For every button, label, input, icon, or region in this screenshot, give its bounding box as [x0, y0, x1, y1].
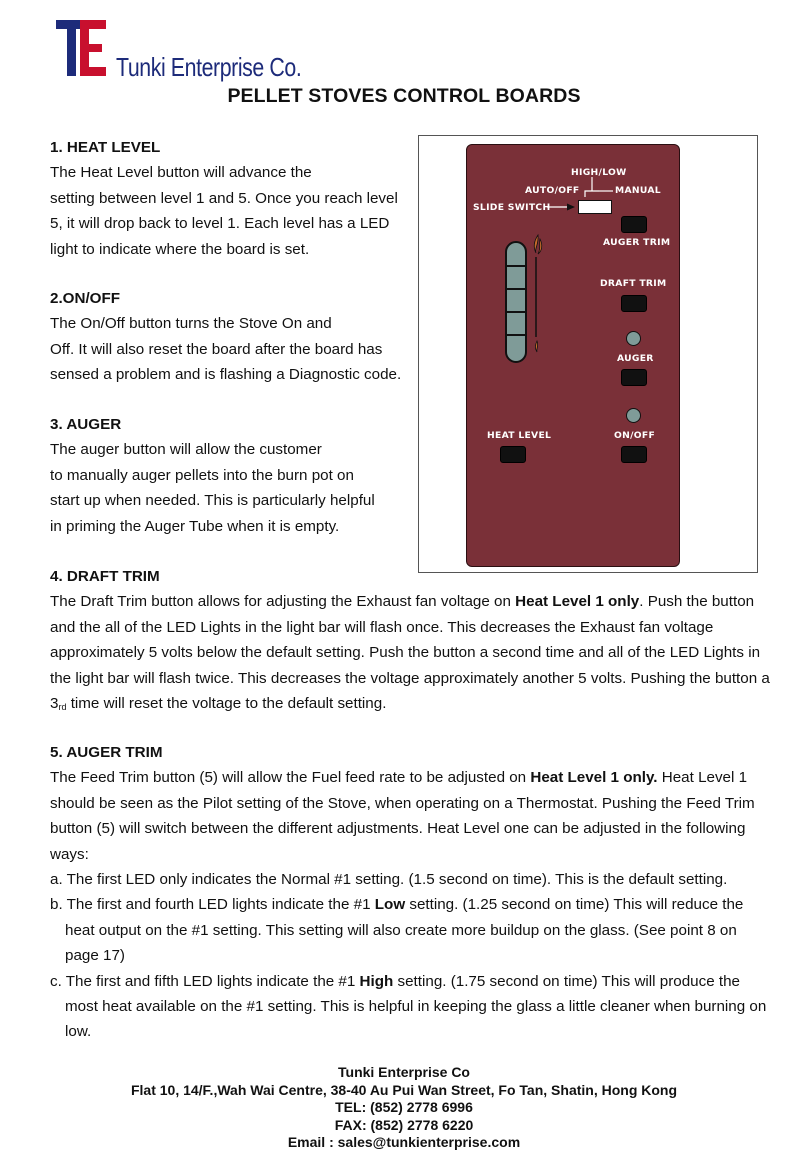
- paragraph: The Draft Trim button allows for adjusting the Exhaust fan voltage on Heat Level 1 only. Push the button and the all of the LED Lights in the light bar will flash once. This decreases the Exhaust fan voltage approximately 5 volts below the default setting. Push the button a second time and all of the LED Lights in the light bar will flash twice. This decreases the voltage approximately another 5 volts. Pushing the button a $3_{rd}$ time will reset the voltage to the default setting.: [50, 593, 770, 713]
- section-heading: 2.ON/OFF: [50, 290, 121, 307]
- text-line: The auger button will allow the customer: [50, 441, 322, 459]
- auger-button[interactable]: [621, 369, 647, 386]
- list-item-b: b. The first and fourth LED lights indicate the #1 Low setting. (1.25 second on time) This will reduce the heat output on the #1 setting. This setting will also create more buildup on the glass. (See point 8 on page 17): [50, 896, 744, 965]
- text-line: 5, it will drop back to level 1. Each level has a LED: [50, 215, 390, 233]
- te-logo-icon: [56, 18, 108, 78]
- label-auger: AUGER: [617, 353, 654, 364]
- section-on-off: [50, 286, 420, 388]
- label-slide-switch: SLIDE SWITCH: [473, 202, 551, 213]
- heat-level-button[interactable]: [500, 446, 526, 463]
- label-on-off: ON/OFF: [614, 430, 656, 441]
- text-line: start up when needed. This is particularly helpful: [50, 492, 375, 510]
- section-auger-trim: [50, 740, 770, 1045]
- on-off-led: [626, 408, 641, 423]
- control-board-figure: [418, 135, 758, 573]
- led-light-bar: [505, 241, 527, 363]
- text-line: Off. It will also reset the board after the board has: [50, 340, 383, 358]
- label-auger-trim: AUGER TRIM: [603, 237, 671, 248]
- footer-address: Flat 10, 14/F.,Wah Wai Centre, 38-40 Au Pui Wan Street, Fo Tan, Shatin, Hong Kong: [130, 1081, 678, 1098]
- label-manual: MANUAL: [615, 185, 661, 196]
- footer-company: Tunki Enterprise Co: [338, 1064, 470, 1080]
- text-line: The Heat Level button will advance the: [50, 164, 312, 182]
- flame-icon: [531, 233, 545, 363]
- company-logo: [56, 18, 302, 82]
- section-auger: [50, 412, 420, 539]
- list-item-a: a. The first LED only indicates the Normal #1 setting. (1.5 second on time). This is the default setting.: [50, 871, 728, 889]
- auger-trim-button[interactable]: [621, 216, 647, 233]
- list-item-c: c. The first and fifth LED lights indicate the #1 High setting. (1.75 second on time) This will produce the most heat available on the #1 setting. This is helpful in keeping the glass a little cleaner when burning on low.: [50, 972, 767, 1041]
- text-line: light to indicate where the board is set.: [50, 240, 310, 258]
- section-heading: 4. DRAFT TRIM: [50, 568, 160, 585]
- paragraph: The Feed Trim button (5) will allow the Fuel feed rate to be adjusted on Heat Level 1 only. Heat Level 1 should be seen as the Pilot setting of the Stove, when operating on a Thermostat. Pushing the Feed Trim button (5) will switch between the different adjustments. Heat Level one can be adjusted in the following ways:: [50, 769, 755, 863]
- section-heading: 1. HEAT LEVEL: [50, 139, 161, 156]
- section-heat-level: [50, 135, 420, 262]
- label-heat-level: HEAT LEVEL: [487, 430, 552, 441]
- draft-trim-button[interactable]: [621, 295, 647, 312]
- text-line: The On/Off button turns the Stove On and: [50, 315, 332, 333]
- text-line: sensed a problem and is flashing a Diagnostic code.: [50, 366, 402, 384]
- footer-fax: FAX: (852) 2778 6220: [334, 1116, 474, 1133]
- label-draft-trim: DRAFT TRIM: [600, 278, 667, 289]
- control-board: [466, 144, 680, 567]
- page-footer: [0, 1064, 808, 1152]
- footer-email[interactable]: Email : sales@tunkienterprise.com: [287, 1134, 521, 1150]
- auger-led: [626, 331, 641, 346]
- company-name: Tunki Enterprise Co.: [116, 52, 302, 82]
- slide-switch[interactable]: [578, 200, 612, 214]
- on-off-button[interactable]: [621, 446, 647, 463]
- footer-tel: TEL: (852) 2778 6996: [335, 1099, 473, 1115]
- text-line: setting between level 1 and 5. Once you reach level: [50, 189, 398, 207]
- section-heading: 3. AUGER: [50, 416, 122, 433]
- text-line: in priming the Auger Tube when it is empty.: [50, 517, 340, 535]
- label-high-low: HIGH/LOW: [571, 167, 627, 178]
- page-title: PELLET STOVES CONTROL BOARDS: [227, 85, 581, 107]
- section-draft-trim: [50, 564, 770, 718]
- section-heading: 5. AUGER TRIM: [50, 744, 163, 761]
- label-auto-off: AUTO/OFF: [525, 185, 580, 196]
- text-line: to manually auger pellets into the burn pot on: [50, 466, 354, 484]
